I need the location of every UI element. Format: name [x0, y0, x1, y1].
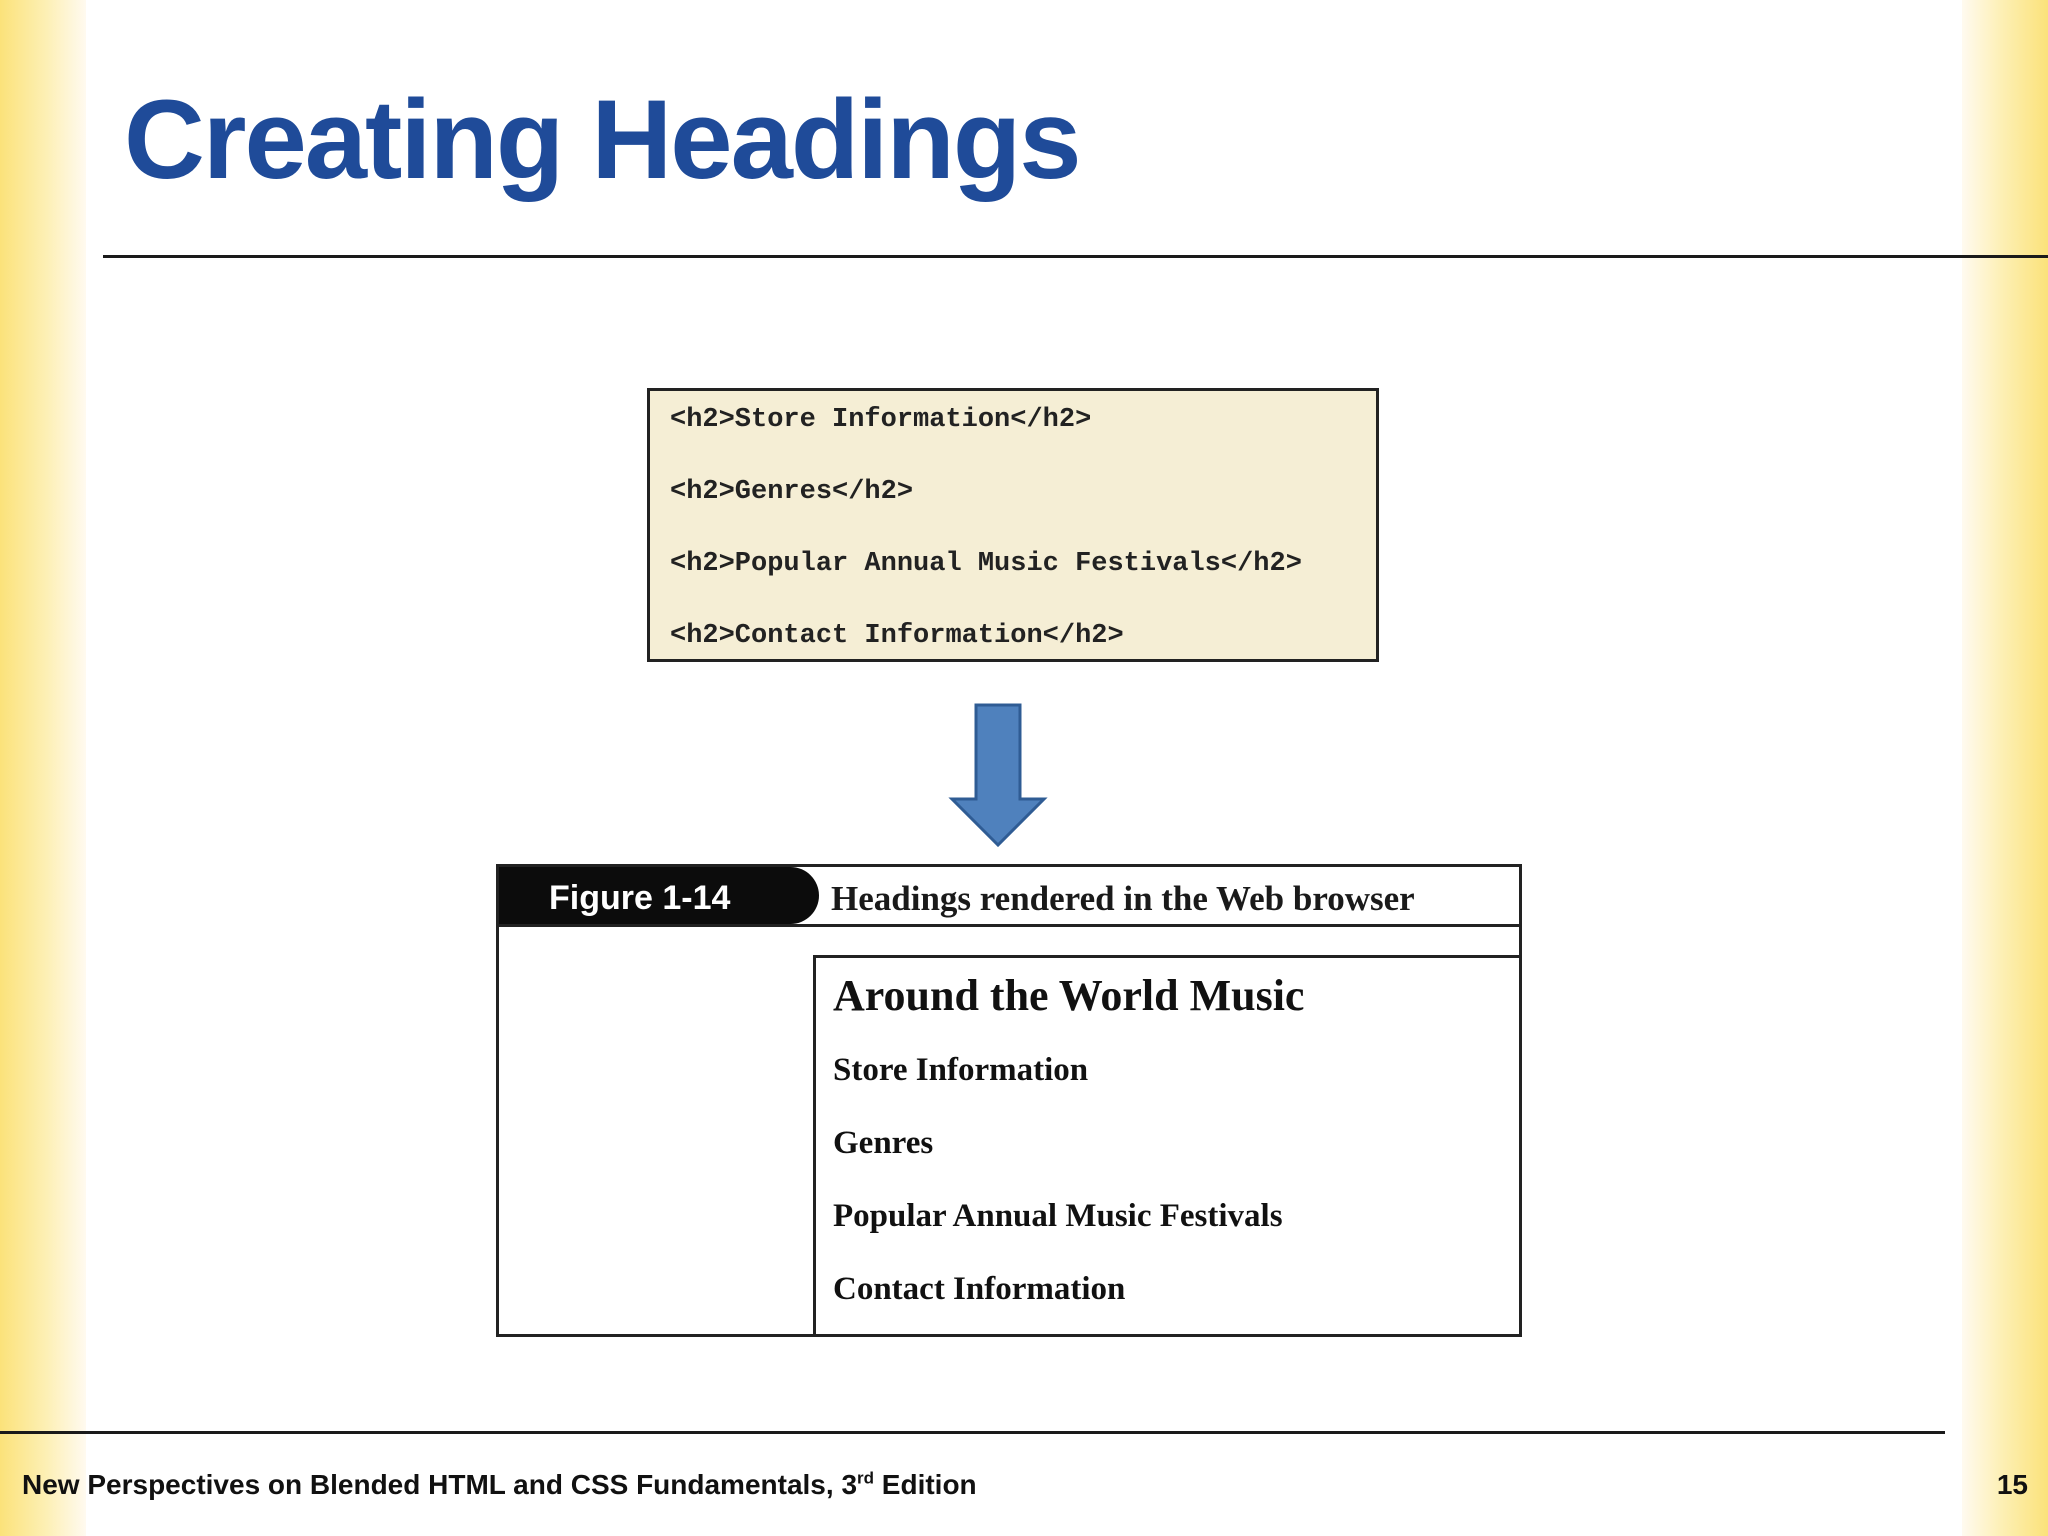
code-line: <h2>Popular Annual Music Festivals</h2>	[670, 549, 1302, 579]
footer-citation	[22, 1469, 977, 1501]
code-line: <h2>Store Information</h2>	[670, 405, 1092, 435]
code-sample	[647, 388, 1379, 662]
figure-label-tab	[499, 867, 819, 924]
footer-text: New Perspectives on Blended HTML and CSS Fundamentals, 3	[22, 1469, 858, 1500]
code-line: <h2>Genres</h2>	[670, 477, 914, 507]
page-number: 15	[1996, 1469, 2028, 1500]
figure-label: Figure 1-14	[549, 879, 731, 917]
left-decorative-bar	[0, 0, 86, 1536]
rendered-page-heading: Around the World Music	[833, 971, 1305, 1020]
footer-text-end: Edition	[874, 1469, 977, 1500]
down-arrow-icon	[948, 703, 1048, 847]
figure-1-14	[496, 864, 1522, 1337]
right-decorative-bar	[1962, 0, 2048, 1536]
footer-divider	[0, 1431, 1945, 1434]
footer-superscript: rd	[857, 1468, 875, 1488]
figure-caption: Headings rendered in the Web browser	[831, 879, 1415, 918]
rendered-heading: Contact Information	[833, 1271, 1126, 1307]
rendered-heading: Store Information	[833, 1052, 1089, 1088]
title-divider	[103, 255, 2048, 258]
browser-render-pane	[813, 955, 1522, 1337]
rendered-heading: Popular Annual Music Festivals	[833, 1198, 1283, 1234]
code-line: <h2>Contact Information</h2>	[670, 621, 1124, 651]
figure-header	[499, 867, 1519, 927]
rendered-heading: Genres	[833, 1125, 934, 1161]
slide-title: Creating Headings	[124, 77, 1080, 202]
